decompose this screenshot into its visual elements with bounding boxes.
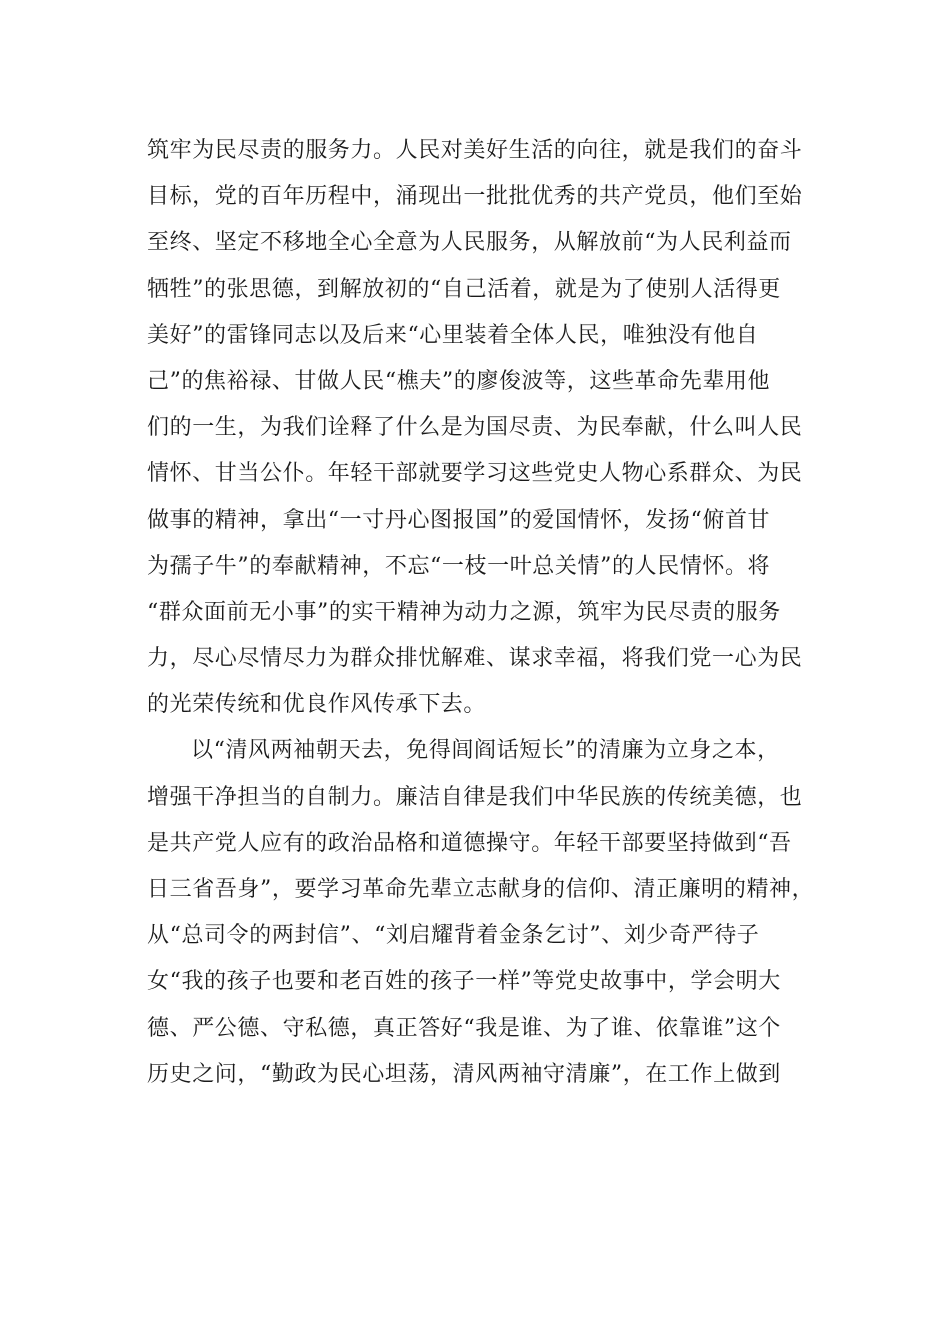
text-line: 为孺子牛”的奉献精神，不忘“一枝一叶总关情”的人民情怀。将 — [147, 553, 771, 579]
text-line: 至终、坚定不移地全心全意为人民服务，从解放前“为人民利益而 — [147, 230, 792, 256]
text-line: 牺牲”的张思德，到解放初的“自己活着，就是为了使别人活得更 — [147, 276, 781, 302]
text-line: 做事的精神，拿出“一寸丹心图报国”的爱国情怀，发扬“俯首甘 — [147, 507, 771, 533]
text-line: 历史之问，“勤政为民心坦荡，清风两袖守清廉”，在工作上做到 — [147, 1061, 781, 1087]
text-line: 目标，党的百年历程中，涌现出一批批优秀的共产党员，他们至始 — [147, 184, 803, 210]
text-line: 日三省吾身”，要学习革命先辈立志献身的信仰、清正廉明的精神， — [147, 877, 815, 902]
body-text — [147, 128, 815, 1098]
text-line: 从“总司令的两封信”、“刘启耀背着金条乞讨”、刘少奇严待子 — [147, 923, 760, 949]
text-line: 们的一生，为我们诠释了什么是为国尽责、为民奉献，什么叫人民 — [147, 415, 803, 441]
text-line: 是共产党人应有的政治品格和道德操守。年轻干部要坚持做到“吾 — [147, 830, 792, 856]
text-line: 女“我的孩子也要和老百姓的孩子一样”等党史故事中，学会明大 — [147, 969, 781, 995]
text-line: 情怀、甘当公仆。年轻干部就要学习这些党史人物心系群众、为民 — [147, 461, 803, 487]
text-line: 美好”的雷锋同志以及后来“心里装着全体人民，唯独没有他自 — [147, 322, 759, 348]
text-line: 的光荣传统和优良作风传承下去。 — [147, 692, 487, 718]
text-line: 德、严公德、守私德，真正答好“我是谁、为了谁、依靠谁”这个 — [147, 1015, 781, 1041]
text-line: 力，尽心尽情尽力为群众排忧解难、谋求幸福，将我们党一心为民 — [147, 646, 803, 672]
text-line: 筑牢为民尽责的服务力。人民对美好生活的向往，就是我们的奋斗 — [147, 138, 803, 163]
paragraph-first-line: 以“清风两袖朝天去，免得闾阎话短长”的清廉为立身之本， — [191, 738, 780, 764]
text-line: 增强干净担当的自制力。廉洁自律是我们中华民族的传统美德，也 — [147, 784, 803, 810]
text-line: 己”的焦裕禄、甘做人民“樵夫”的廖俊波等，这些革命先辈用他 — [147, 368, 771, 394]
text-line: “群众面前无小事”的实干精神为动力之源，筑牢为民尽责的服务 — [147, 599, 781, 625]
